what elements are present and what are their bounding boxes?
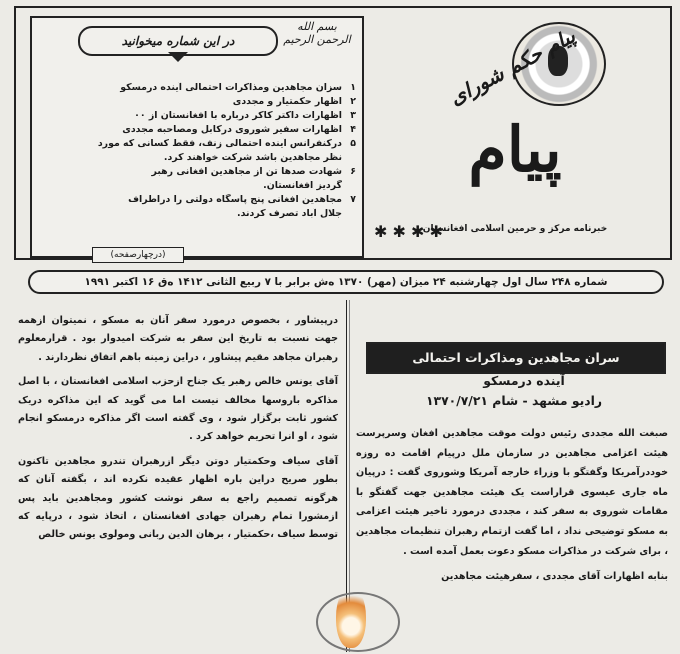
left-paragraph: درپیشاور ، بخصوص درمورد سفر آنان به مسکو ، نمیتوان ازهمه جهت نسبت به تاریخ این سفر به شرکت امیدوار بود . قرارمعلوم رهبران مجاهد مقیم پیشاور ، دراین زمینه باهم اتفاق نظردارند . (18, 315, 338, 363)
issue-line: شماره ۲۴۸ سال اول چهارشنبه ۲۴ میزان (مهر) ۱۳۷۰ ه‌ش برابر با ۷ ربیع الثانی ۱۴۱۲ ه‌ق ۱۶ اکتبر ۱۹۹۱ (28, 270, 664, 294)
bismillah: بسم الله الرحمن الرحیم (283, 20, 351, 46)
light-glare (336, 586, 366, 648)
right-paragraph: صبغت الله مجددی رئیس دولت موقت مجاهدین افغان وسرپرست هیئت اعزامی مجاهدین در سازمان ملل درپیام اقامت ده روزه خوددرآمریکا وگفتگو با وزراء خارجه آمریکا وشوروی گفت : درپیان ماه جاری عیسوی قراراست یک هیئت مجاهدین جهت گفتگو با مقامات شوروی به سفر کند ، مجددی درمورد تاخیر هیئت اعزامی به مسکو توضیحی نداد ، اما گفت ازتمام رهبران تنظیمات مجاهدین ، برای شرکت در مذاکرات مسکو دعوت بعمل آمده است . (356, 428, 668, 557)
stars-ornament-icon: ✱ ✱ ✱ ✱ (374, 222, 443, 241)
masthead-title: پیام (468, 113, 562, 186)
masthead-tagline: خبرنامه مرکز و حرمین اسلامی افغانستان (422, 224, 608, 234)
contents-item: نظر مجاهدین باشد شرکت خواهند کرد. (163, 152, 342, 163)
article-dateline: رادیو مشهد - شام ۱۳۷۰/۷/۲۱ (425, 393, 603, 408)
article-subhead: آینده درمسکو (483, 373, 565, 388)
contents-list (36, 82, 356, 222)
right-column (356, 424, 668, 587)
contents-item: جلال آباد تصرف کردند. (237, 208, 342, 219)
contents-item: ۵درکنفرانس آینده احتمالی زنف، فقط کسانی که مورد (97, 138, 356, 149)
contents-item: ۷مجاهدین افغانی پنج پاسگاه دولتی را دراطراف (128, 194, 356, 205)
contents-banner: در این شماره میخوانید (78, 26, 278, 56)
left-paragraph: آقای سیاف وحکمتیار دوتن دیگر ازرهبران تندرو مجاهدین تاکنون بطور صریح دراین باره اظهار عقیده نکرده اند ، بگفته آنان که هرگونه تصمیم راجع به سفر نوشت کشور ومجاهدین باید پس ازمشورا تمام رهبران جهادی افغانستان ، اتخاذ شود ، درپایه که توسط سیاف ،حکمتیار ، برهان الدین ربانی ومولوی یونس خالص (18, 455, 338, 541)
contents-item: ۱سزان مجاهدین ومذاکرات احتمالی آینده درمسکو (120, 82, 356, 93)
contents-note: (درچهارصفحه) (92, 247, 184, 263)
contents-item: ۳اظهارات داکتر کاکر درباره با افغانستان از ۰۰ (134, 110, 356, 121)
contents-item: ۲اظهار حکمتیار و مجددی (232, 96, 356, 107)
article-headline: سران مجاهدین ومذاکرات احتمالی (366, 342, 666, 374)
left-paragraph: آقای یونس خالص رهبر یک جناح ازحزب اسلامی افغانستان ، با اصل مذاکره باروسها مخالف نیست اما می گوید که این مذاکره دریک کشور ثابت برگزار شود ، وی گفته است اگر مذاکره درمسکو انجام شود ، او انرا تحریم خواهد کرد . (18, 376, 338, 443)
left-column (18, 312, 338, 545)
contents-item: ۴اظهارات سفیر شوروی درکابل ومصاحبه مجددی (122, 124, 356, 135)
contents-item: ۶شهادت صدها تن از مجاهدین افغانی رهبر (151, 166, 356, 177)
right-paragraph: بنابه اظهارات آقای مجددی ، سفرهیئت مجاهدین (441, 571, 668, 583)
contents-item: گردیز افغانستان. (263, 180, 342, 191)
masthead-subtitle: پیام حکم شورای (445, 23, 580, 110)
